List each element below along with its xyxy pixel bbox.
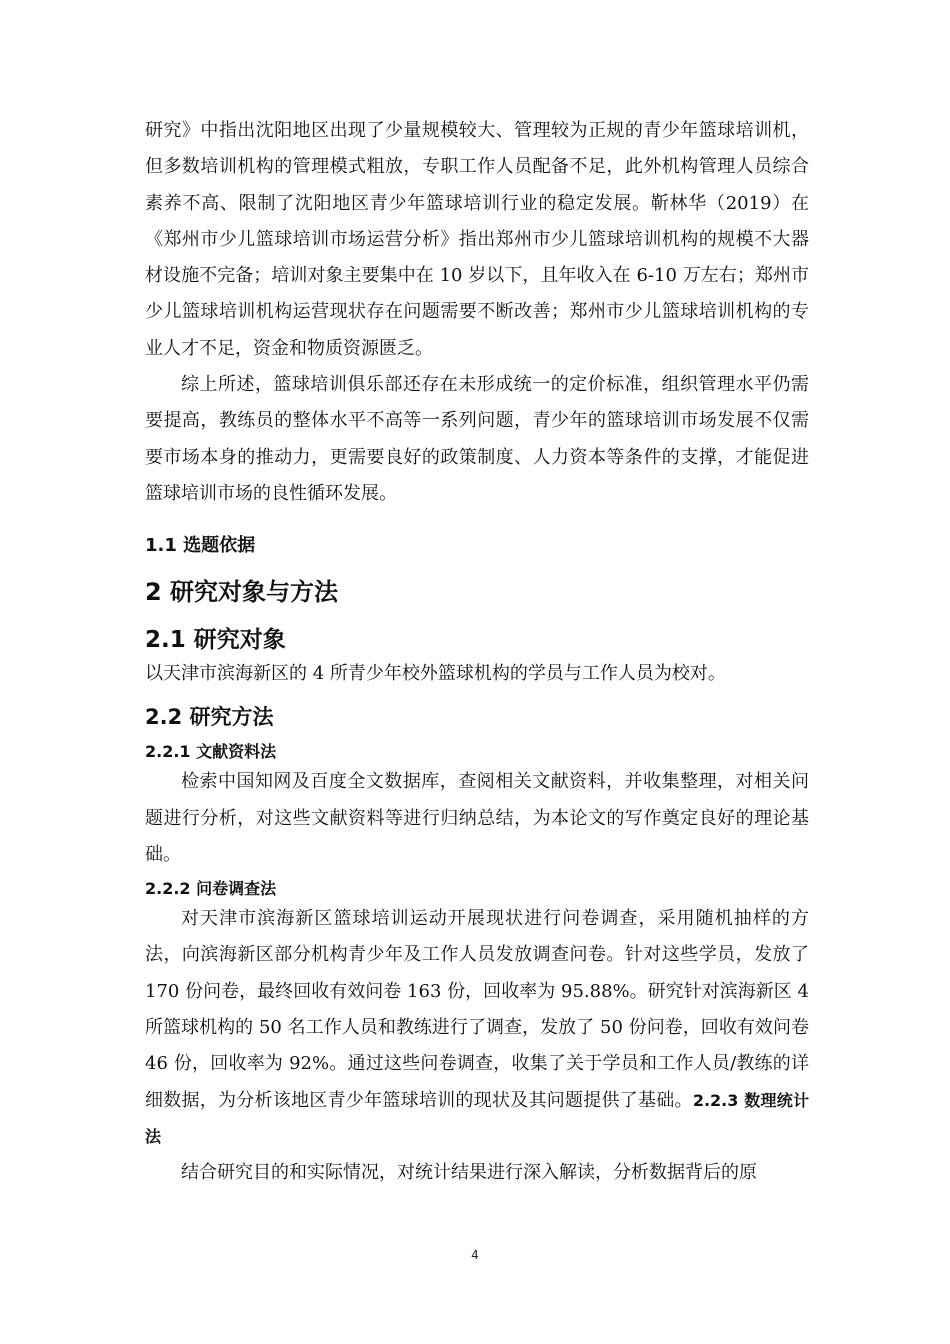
questionnaire-text: 对天津市滨海新区篮球培训运动开展现状进行问卷调查，采用随机抽样的方法，向滨海新区部分机构青少年及工作人员发放调查问卷。针对这些学员，发放了 170 份问卷，最终回收有效问卷 163 份，回收率为 95.88%。研究针对滨海新区 4 所篮球机构的 50 名工作人员和教练进行了调查，发放了 50 份问卷，回收有效问卷 46 份，回收率为 92%。通过这些问卷调查，收集了关于学员和工作人员/教练的详细数据，为分析该地区青少年篮球培训的现状及其问题提供了基础。 <box>145 908 809 1111</box>
paragraph-questionnaire-method <box>145 901 809 1155</box>
heading-2-2-2-questionnaire-method: 2.2.2 问卷调查法 <box>145 879 277 899</box>
page-number: 4 <box>471 1248 479 1262</box>
heading-2-2-research-method: 2.2 研究方法 <box>145 705 274 730</box>
paragraph-summary: 综上所述，篮球培训俱乐部还存在未形成统一的定价标准，组织管理水平仍需要提高，教练员的整体水平不高等一系列问题，青少年的篮球培训市场发展不仅需要市场本身的推动力，更需要良好的政策制度、人力资本等条件的支撑，才能促进篮球培训市场的良性循环发展。 <box>145 374 809 504</box>
paragraph-literature-review-continued: 研究》中指出沈阳地区出现了少量规模较大、管理较为正规的青少年篮球培训机，但多数培训机构的管理模式粗放，专职工作人员配备不足，此外机构管理人员综合素养不高、限制了沈阳地区青少年篮球培训行业的稳定发展。靳林华（2019）在《郑州市少儿篮球培训市场运营分析》指出郑州市少儿篮球培训机构的规模不大器材设施不完备；培训对象主要集中在 10 岁以下，且年收入在 6-10 万左右；郑州市少儿篮球培训机构运营现状存在问题需要不断改善；郑州市少儿篮球培训机构的专业人才不足，资金和物质资源匮乏。 <box>145 120 809 359</box>
heading-2-2-1-literature-method: 2.2.1 文献资料法 <box>145 742 277 762</box>
heading-1-1-topic-basis: 1.1 选题依据 <box>145 535 256 557</box>
heading-2-1-research-object: 2.1 研究对象 <box>145 627 286 654</box>
paragraph-literature-method: 检索中国知网及百度全文数据库，查阅相关文献资料，并收集整理，对相关问题进行分析，对这些文献资料等进行归纳总结，为本论文的写作奠定良好的理论基础。 <box>145 771 809 865</box>
heading-2-2-3-statistics-method: 2.2.3 数理统计法 <box>145 1090 809 1146</box>
heading-2-research-object-method: 2 研究对象与方法 <box>145 578 339 607</box>
page-content <box>145 113 809 1192</box>
paragraph-research-object: 以天津市滨海新区的 4 所青少年校外篮球机构的学员与工作人员为校对。 <box>145 663 726 685</box>
paragraph-statistics-method: 结合研究目的和实际情况，对统计结果进行深入解读，分析数据背后的原 <box>181 1162 757 1184</box>
